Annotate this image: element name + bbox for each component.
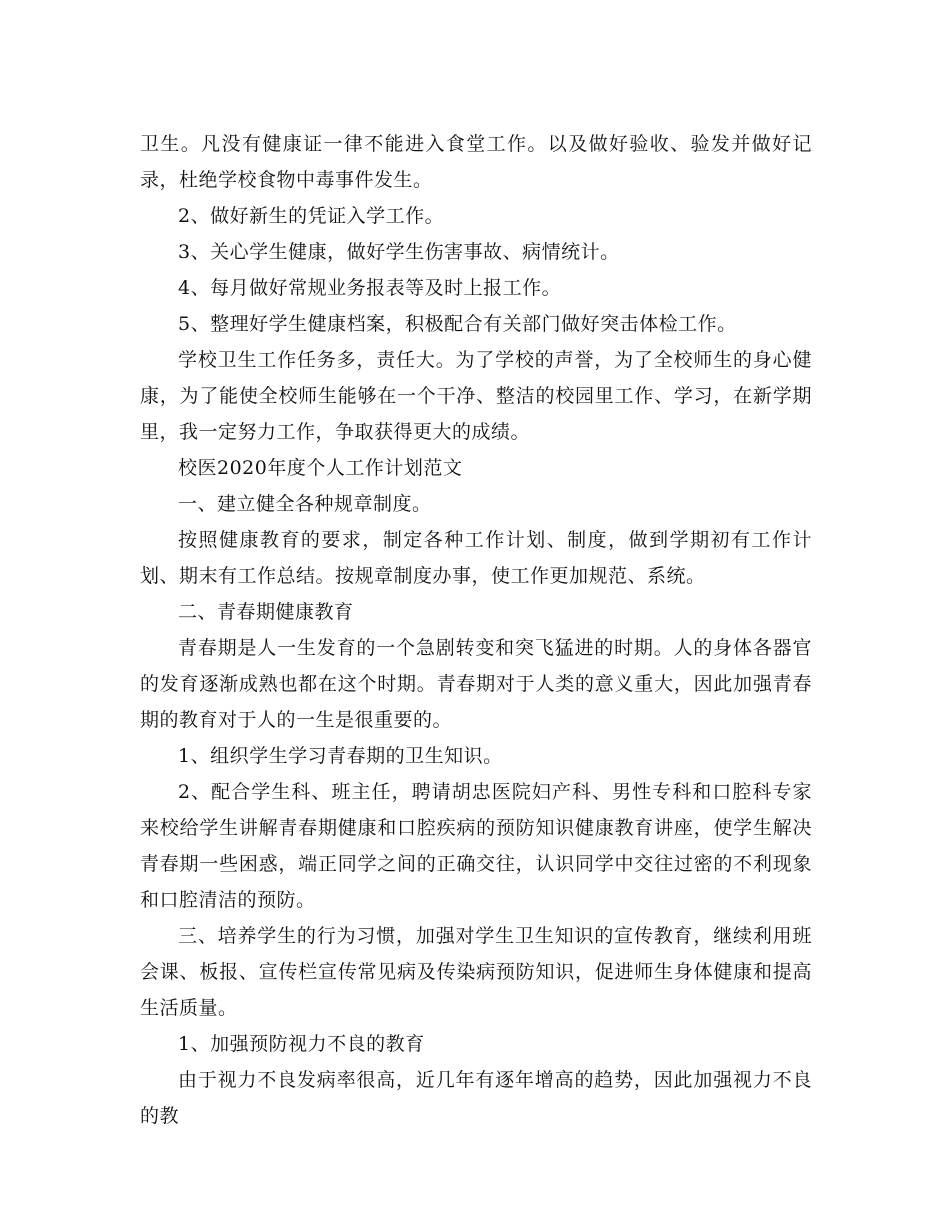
paragraph: 青春期是人一生发育的一个急剧转变和突飞猛进的时期。人的身体各器官的发育逐渐成熟也都在这个时期。青春期对于人类的意义重大，因此加强青春期的教育对于人的一生是很重要的。 [140, 637, 812, 731]
section-heading: 一、建立健全各种规章制度。 [178, 493, 432, 515]
section-heading: 二、青春期健康教育 [178, 601, 354, 623]
list-item: 2、做好新生的凭证入学工作。 [178, 205, 445, 227]
list-item: 5、整理好学生健康档案，积极配合有关部门做好突击体检工作。 [178, 313, 737, 335]
list-item: 3、关心学生健康，做好学生伤害事故、病情统计。 [178, 241, 620, 263]
list-item: 2、配合学生科、班主任，聘请胡忠医院妇产科、男性专科和口腔科专家来校给学生讲解青春期健康和口腔疾病的预防知识健康教育讲座，使学生解决青春期一些困惑，端正同学之间的正确交往，认识同学中交往过密的不利现象和口腔清洁的预防。 [140, 781, 812, 911]
list-item: 1、组织学生学习青春期的卫生知识。 [178, 745, 503, 767]
paragraph: 卫生。凡没有健康证一律不能进入食堂工作。以及做好验收、验发并做好记录，杜绝学校食物中毒事件发生。 [140, 133, 812, 191]
paragraph: 学校卫生工作任务多，责任大。为了学校的声誉，为了全校师生的身心健康，为了能使全校师生能够在一个干净、整洁的校园里工作、学习，在新学期里，我一定努力工作，争取获得更大的成绩。 [140, 349, 812, 443]
document-body [140, 126, 812, 1134]
list-item: 1、加强预防视力不良的教育 [178, 1033, 425, 1055]
paragraph: 按照健康教育的要求，制定各种工作计划、制度，做到学期初有工作计划、期末有工作总结。按规章制度办事，使工作更加规范、系统。 [140, 529, 812, 587]
list-item: 4、每月做好常规业务报表等及时上报工作。 [178, 277, 562, 299]
paragraph: 由于视力不良发病率很高，近几年有逐年增高的趋势，因此加强视力不良的教 [140, 1069, 812, 1127]
section-heading: 三、培养学生的行为习惯，加强对学生卫生知识的宣传教育，继续利用班会课、板报、宣传栏宣传常见病及传染病预防知识，促进师生身体健康和提高生活质量。 [140, 925, 812, 1019]
section-title: 校医2020年度个人工作计划范文 [178, 457, 463, 479]
